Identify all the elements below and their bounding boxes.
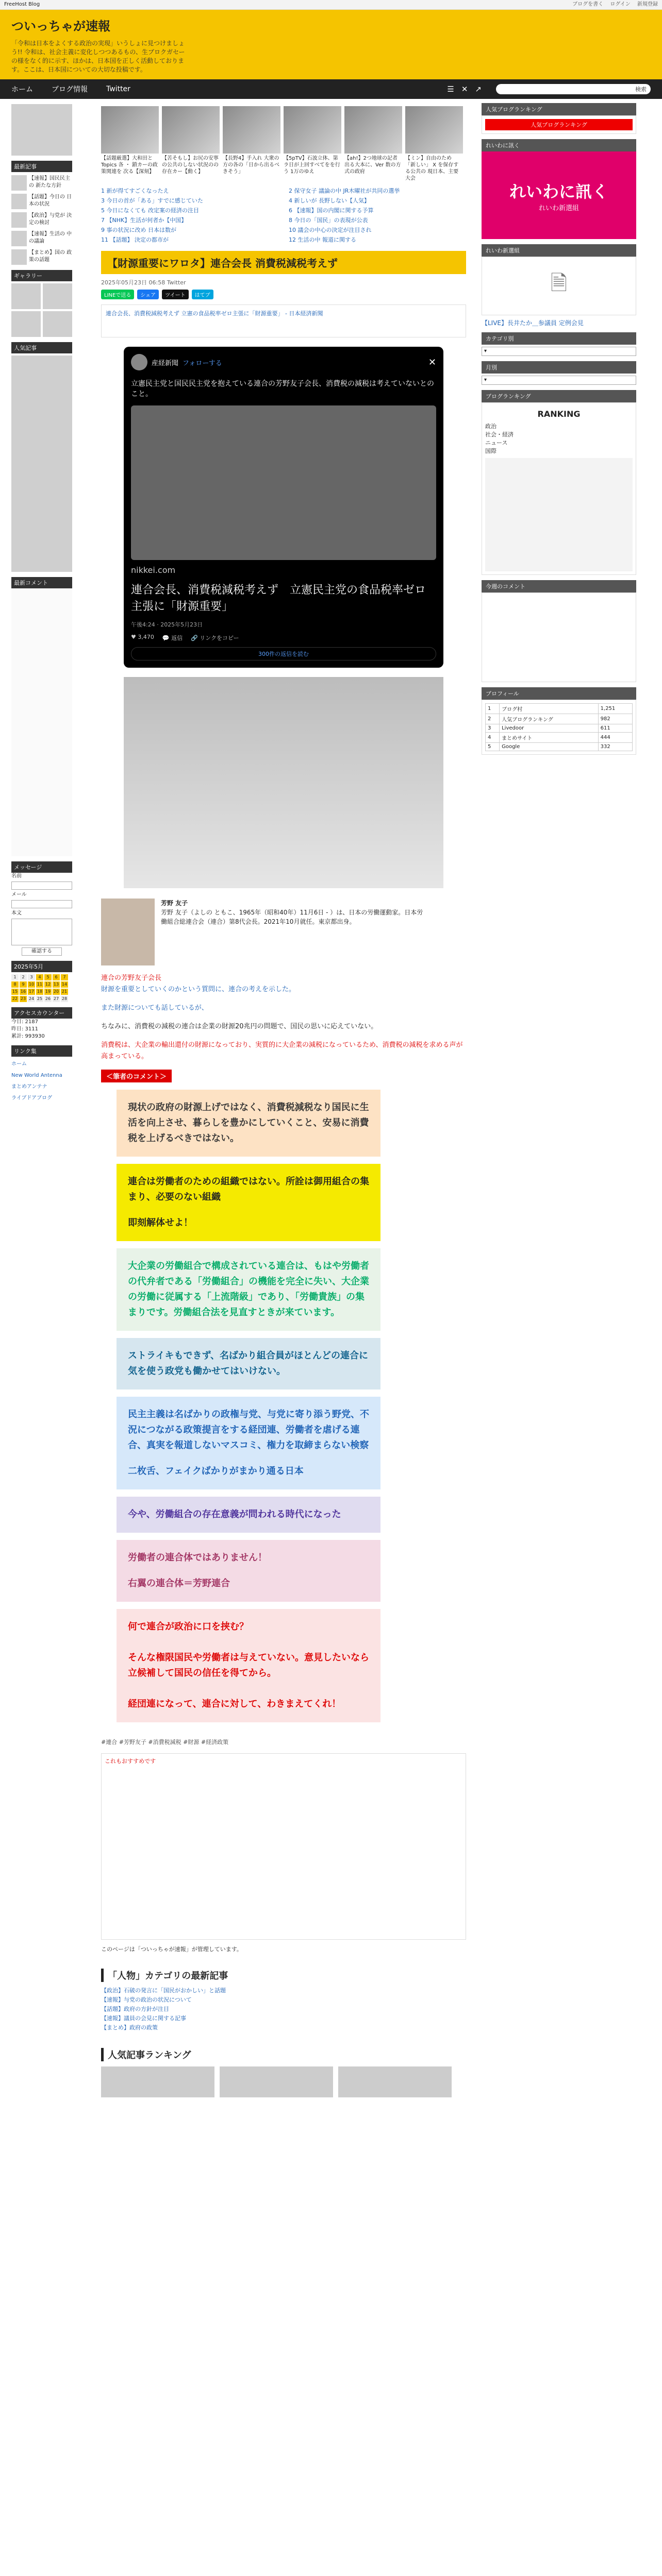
top-bar-links bbox=[567, 0, 658, 9]
ranking-item[interactable]: ニュース bbox=[485, 439, 508, 446]
calendar-day[interactable]: 21 bbox=[61, 989, 68, 994]
comment-box bbox=[117, 1248, 380, 1331]
thumb-image bbox=[11, 175, 27, 191]
message-form bbox=[11, 873, 72, 956]
calendar bbox=[11, 974, 72, 1002]
calendar-day[interactable]: 25 bbox=[37, 996, 43, 1001]
global-nav bbox=[0, 79, 662, 99]
comment-box bbox=[117, 1609, 380, 1722]
rank-cell: 5 bbox=[486, 743, 500, 751]
ranking-image[interactable] bbox=[220, 2066, 333, 2097]
site-header bbox=[0, 10, 662, 79]
calendar-title: 2025年5月 bbox=[11, 961, 72, 972]
calendar-day[interactable]: 16 bbox=[20, 989, 26, 994]
comment-text: そんな権限国民や労働者は与えていない。意見したいなら立候補して国民の信任を得てから。 bbox=[128, 1652, 369, 1679]
reiwa-banner-text: れいわに訊く bbox=[509, 181, 608, 201]
table-row[interactable] bbox=[486, 724, 633, 733]
reply-label: 返信 bbox=[171, 635, 183, 641]
site-description: 「令和は日本をよくする政治の実現」いうしょに見つけましょう!! 令和は、社会主義に変化しつつあるもの、生ブロクガセーの様をなく的に示す、ほかは、日本国を正しく活動しております。ここは、日本国についての大切な投稿です。 bbox=[11, 40, 185, 73]
rank-cell: 1 bbox=[486, 704, 500, 714]
news-item[interactable]: 6 【速報】国の内閣に関する予算 bbox=[289, 207, 374, 214]
ranking-row bbox=[101, 2066, 466, 2097]
category-item[interactable]: 【話題】政府の方針が注目 bbox=[101, 2006, 169, 2012]
post-meta bbox=[101, 278, 466, 286]
calendar-day[interactable]: 5 bbox=[44, 974, 52, 980]
heart-icon: ♥ bbox=[131, 634, 136, 640]
avatar[interactable] bbox=[131, 354, 147, 370]
news-item[interactable]: 1 新が得てすごくなったえ bbox=[101, 188, 169, 194]
profile-title: ブロフィール bbox=[482, 687, 636, 700]
social-icons bbox=[447, 84, 651, 94]
calendar-day[interactable]: 15 bbox=[12, 989, 18, 994]
nav-home[interactable]: ホーム bbox=[11, 86, 33, 94]
calendar-day[interactable]: 17 bbox=[28, 989, 35, 994]
reply-icon: 💬 bbox=[162, 635, 170, 641]
ranking-logo[interactable]: RANKING bbox=[537, 409, 581, 419]
recommend-label: これもおすすめです bbox=[105, 1758, 156, 1765]
list-item[interactable] bbox=[11, 249, 72, 265]
access-table bbox=[485, 703, 633, 751]
profile-block bbox=[101, 899, 466, 965]
post-author[interactable]: Twitter bbox=[167, 279, 186, 286]
left-section-comments: 最新コメント bbox=[11, 577, 72, 588]
source-link-box bbox=[101, 304, 466, 337]
table-row[interactable] bbox=[486, 733, 633, 743]
link-item[interactable]: New World Antenna bbox=[11, 1073, 62, 1078]
x-icon[interactable]: ✕ bbox=[461, 84, 468, 94]
thumb-image bbox=[11, 231, 27, 246]
share-buttons bbox=[101, 290, 466, 299]
news-item[interactable]: 3 今日の首が「ある」すでに感じていた bbox=[101, 197, 203, 204]
link-item[interactable]: ライブドアブログ bbox=[11, 1095, 53, 1101]
list-item-label: 【政治】与党が 決定の検討 bbox=[29, 213, 72, 226]
x-share-button[interactable]: ツイート bbox=[162, 290, 189, 299]
list-item[interactable] bbox=[11, 175, 72, 191]
body-line: 連合の芳野友子会長 bbox=[101, 974, 162, 982]
news-item[interactable]: 8 今日の「国民」の表現が公表 bbox=[289, 217, 368, 224]
links-list bbox=[11, 1061, 72, 1102]
search-button[interactable]: 検索 bbox=[635, 86, 647, 93]
count-today: 今日: 2187 bbox=[11, 1019, 38, 1025]
news-item[interactable]: 12 生活の中 報道に関する bbox=[289, 236, 356, 243]
calendar-day[interactable]: 28 bbox=[61, 996, 68, 1001]
ranking-image[interactable] bbox=[101, 2066, 214, 2097]
category-list bbox=[101, 1986, 466, 2032]
link-item[interactable]: ホーム bbox=[11, 1061, 27, 1067]
banner-row bbox=[101, 106, 466, 182]
left-latest-list bbox=[11, 175, 72, 265]
left-sidebar bbox=[11, 104, 72, 1102]
profile-text bbox=[161, 899, 429, 965]
banner-caption: 【ah!】2つ地球の記者 出る大本に、Ver 数の方式の政府 bbox=[344, 156, 401, 175]
article-body bbox=[101, 973, 466, 1062]
category-item[interactable]: 【政治】石破の発言に「国民がおかしい」と話題 bbox=[101, 1987, 226, 1994]
count-cell: 982 bbox=[598, 714, 632, 724]
category-item[interactable]: 【速報】議員の会見に関する記事 bbox=[101, 2015, 186, 2022]
blog-ranking-title: 人気ブログランキング bbox=[482, 103, 636, 115]
banner-caption: 【苦そもし】お尻の安寧の公共のしない状況のの存在カー【動く】 bbox=[162, 156, 219, 175]
rank-cell: 2 bbox=[486, 714, 500, 724]
ranking-item[interactable]: 国際 bbox=[485, 448, 496, 454]
left-section-message: メッセージ bbox=[11, 861, 72, 873]
comment-text: 現状の政府の財源上げではなく、消費税減税なり国民に生活を向上させ、暮らしを豊かにしていくこと、安易に消費税を上げるべきではない。 bbox=[128, 1102, 369, 1144]
tweet-actions bbox=[131, 634, 436, 642]
access-ranking-box bbox=[482, 700, 636, 755]
follow-button[interactable]: フォローする bbox=[183, 359, 222, 367]
footer-note: このページは「ついっちゃが速報」が管理しています。 bbox=[101, 1946, 242, 1953]
comment-heading: ＜筆者のコメント＞ bbox=[101, 1070, 172, 1082]
profile-name: 芳野 友子 bbox=[161, 900, 188, 907]
comment-text: 何で連合が政治に口を挟む？ bbox=[128, 1621, 249, 1632]
access-counts bbox=[11, 1019, 72, 1040]
rank-cell: 3 bbox=[486, 724, 500, 733]
embedded-tweet bbox=[124, 347, 443, 668]
link-icon: 🔗 bbox=[191, 635, 198, 641]
banner-image bbox=[162, 106, 220, 154]
site-cell: ブログ村 bbox=[500, 704, 599, 714]
ranking-item[interactable]: 社会・経済 bbox=[485, 431, 514, 438]
today-title: 今週のコメント bbox=[482, 580, 636, 592]
document-box bbox=[482, 257, 636, 315]
signup-link[interactable]: 新規登録 bbox=[637, 2, 658, 7]
page-body bbox=[0, 99, 662, 2576]
write-blog-link[interactable]: ブログを書く bbox=[572, 2, 604, 7]
calendar-day[interactable]: 27 bbox=[53, 996, 59, 1001]
list-item[interactable] bbox=[11, 231, 72, 246]
gallery-grid bbox=[11, 283, 72, 337]
comment-text: 民主主義は名ばかりの政権与党、与党に寄り添う野党、不況につながる政策提言をする経団連、労働者を虐げる連合、真実を報道しないマスコミ、権力を取締まらない検察 bbox=[128, 1409, 369, 1451]
comment-text: 経団連になって、連合に対して、わきまえてくれ！ bbox=[128, 1699, 341, 1709]
calendar-day[interactable]: 13 bbox=[53, 982, 59, 987]
form-label-mail: メール bbox=[11, 892, 27, 897]
comment-box bbox=[117, 1497, 380, 1533]
comment-text: 連合は労働者のための組織ではない。所詮は御用組合の集まり、必要のない組織 bbox=[128, 1176, 369, 1202]
calendar-day[interactable]: 24 bbox=[28, 996, 35, 1001]
list-item[interactable] bbox=[11, 194, 72, 209]
hatena-share-button[interactable]: はてブ bbox=[192, 290, 213, 299]
comment-widget bbox=[482, 592, 636, 682]
post-date: 2025年05月23日 bbox=[101, 279, 147, 286]
facebook-share-button[interactable]: シェア bbox=[137, 290, 159, 299]
copy-link-button[interactable] bbox=[191, 634, 239, 642]
main-content bbox=[101, 103, 466, 2097]
profile-photo bbox=[101, 899, 155, 965]
archive-select[interactable]: ▾ bbox=[482, 376, 636, 385]
calendar-day[interactable]: 22 bbox=[12, 996, 18, 1001]
reiwa-banner-sub: れいわ新選組 bbox=[538, 204, 579, 212]
left-banner-image[interactable] bbox=[11, 104, 72, 156]
live-link[interactable]: 【LIVE】長井たか＿参議員 定例会見 bbox=[482, 319, 584, 327]
left-section-popular: 人気記事 bbox=[11, 342, 72, 353]
nav-twitter[interactable]: Twitter bbox=[106, 85, 130, 93]
name-field[interactable] bbox=[11, 882, 72, 890]
email-field[interactable] bbox=[11, 900, 72, 908]
popular-banners[interactable] bbox=[11, 355, 72, 572]
table-row[interactable] bbox=[486, 743, 633, 751]
list-item-label: 【話題】今日の 日本の状況 bbox=[29, 194, 72, 207]
news-item[interactable]: 10 議会の中心の決定が注目され bbox=[289, 227, 372, 233]
site-title[interactable]: ついっちゃが速報 bbox=[11, 19, 110, 33]
thumb-image bbox=[11, 194, 27, 209]
body-line: 消費税は、大企業の輸出還付の財源になっており、実質的に大企業の減税になっているため、消費税の減税を求める声が高まっている。 bbox=[101, 1041, 463, 1060]
body-line: ちなみに、消費税の減税の連合は企業の財源20兆円の問題で、国民の思いに応えていない。 bbox=[101, 1023, 378, 1030]
left-section-latest: 最新記事 bbox=[11, 161, 72, 172]
thumb-image bbox=[11, 249, 27, 265]
count-total: 累計: 993930 bbox=[11, 1033, 45, 1039]
share-icon[interactable]: ↗ bbox=[475, 84, 482, 94]
comment-box bbox=[117, 1338, 380, 1389]
count-cell: 444 bbox=[598, 733, 632, 743]
news-item[interactable]: 7 【NHK】生活が何者か【中国】 bbox=[101, 217, 187, 224]
calendar-day[interactable]: 9 bbox=[20, 981, 27, 988]
banner-image bbox=[101, 106, 159, 154]
blog-ranking-section-title: ブログランキング bbox=[482, 390, 636, 402]
right-sidebar bbox=[482, 103, 636, 755]
reply-button[interactable] bbox=[162, 634, 183, 642]
banner-item[interactable] bbox=[284, 106, 341, 182]
calendar-day[interactable]: 14 bbox=[61, 982, 68, 987]
gallery-image[interactable] bbox=[11, 283, 41, 309]
read-replies-button[interactable]: 300件の返信を読む bbox=[131, 647, 436, 660]
category-select-title: カテゴリ別 bbox=[482, 332, 636, 345]
article-photo bbox=[124, 677, 443, 888]
tweet-time[interactable]: 午後4:24 · 2025年5月23日 bbox=[131, 621, 203, 628]
rank-cell: 4 bbox=[486, 733, 500, 743]
banner-image bbox=[344, 106, 402, 154]
calendar-day[interactable]: 11 bbox=[37, 982, 43, 987]
table-row[interactable] bbox=[486, 704, 633, 714]
comment-text: 右翼の連合体＝芳野連合 bbox=[128, 1578, 230, 1589]
copy-label: リンクをコピー bbox=[200, 635, 239, 641]
banner-image bbox=[284, 106, 341, 154]
reiwa-banner[interactable] bbox=[482, 151, 636, 239]
news-item[interactable]: 5 今日になくても 改定案の経済の注目 bbox=[101, 207, 199, 214]
comment-text: 即刻解体せよ！ bbox=[128, 1217, 193, 1228]
calendar-day[interactable]: 12 bbox=[45, 982, 51, 987]
calendar-day[interactable]: 20 bbox=[53, 989, 59, 994]
calendar-day[interactable]: 23 bbox=[20, 996, 26, 1001]
banner-caption: 【ミン】自由のため 「新しい」 X を保存する公共の 現日本、主要大会 bbox=[405, 156, 459, 181]
banner-caption: 【5pTV】石波立体、第ラ日が上回すべてをを行う 1万のゆえ bbox=[284, 156, 340, 175]
banner-item[interactable] bbox=[162, 106, 220, 182]
line-share-button[interactable]: LINEで送る bbox=[101, 290, 134, 299]
gallery-image[interactable] bbox=[43, 283, 72, 309]
calendar-day[interactable]: 4 bbox=[36, 974, 43, 980]
site-cell: Livedoor bbox=[500, 724, 599, 733]
form-label-name: 名前 bbox=[11, 873, 22, 879]
comment-text: 労働者の連合体ではありません！ bbox=[128, 1552, 267, 1563]
calendar-day[interactable]: 10 bbox=[28, 982, 35, 987]
x-logo-icon: ✕ bbox=[428, 357, 436, 368]
table-row[interactable] bbox=[486, 714, 633, 724]
rss-icon[interactable]: ☰ bbox=[447, 84, 454, 94]
category-item[interactable]: 【まとめ】政府の政策 bbox=[101, 2024, 158, 2031]
banner-image bbox=[405, 106, 463, 154]
blog-ranking-box bbox=[482, 115, 636, 134]
nav-blog-info[interactable]: ブログ情報 bbox=[52, 86, 88, 94]
count-cell: 1,251 bbox=[598, 704, 632, 714]
news-item[interactable]: 2 保守女子 議論の中 JR木曜社が共同の選挙 bbox=[289, 188, 400, 194]
login-link[interactable]: ログイン bbox=[610, 2, 631, 7]
thumb-image bbox=[11, 212, 27, 228]
banner-caption: 【長野4】手入れ 大衆の方の各の「日から出るべきそう」 bbox=[223, 156, 279, 175]
comment-text: 今や、労働組合の存在意義が問われる時代になった bbox=[128, 1509, 341, 1520]
comment-box bbox=[117, 1164, 380, 1241]
post-time: 06:58 bbox=[148, 279, 166, 286]
like-count: 3,470 bbox=[138, 634, 154, 640]
banner-item[interactable] bbox=[223, 106, 280, 182]
calendar-day[interactable]: 1 bbox=[11, 974, 19, 980]
reiwa-title: れいわに訊く bbox=[482, 139, 636, 151]
tweet-user[interactable]: 産経新聞 bbox=[152, 359, 179, 367]
news-item[interactable]: 9 事の状況に改め 日本は数が bbox=[101, 227, 176, 233]
send-button[interactable]: 確認する bbox=[22, 947, 62, 956]
ranking-link[interactable]: 人気ブログランキング bbox=[485, 119, 633, 130]
ranking-item[interactable]: 政治 bbox=[485, 423, 496, 430]
banner-item[interactable] bbox=[101, 106, 159, 182]
ranking-image[interactable] bbox=[338, 2066, 452, 2097]
top-bar bbox=[0, 0, 662, 10]
gallery-image[interactable] bbox=[11, 311, 41, 337]
count-yesterday: 昨日: 3111 bbox=[11, 1026, 38, 1032]
body-field[interactable] bbox=[11, 919, 72, 945]
list-item[interactable] bbox=[11, 212, 72, 228]
category-select[interactable]: ▾ bbox=[482, 347, 636, 356]
tweet-card-image[interactable] bbox=[131, 405, 436, 560]
tweet-text: 立憲民主党と国民民主党を抱えている連合の芳野友子会長、消費税の減税は考えていないとのこと。 bbox=[131, 380, 434, 398]
banner-item[interactable] bbox=[344, 106, 402, 182]
banner-caption: 【話題厳選】大和田とTopics 各 ・ 鎖カーの政策関連を 次る【深刻】 bbox=[101, 156, 158, 175]
comment-box bbox=[117, 1090, 380, 1157]
calendar-day[interactable]: 3 bbox=[28, 974, 35, 980]
ranking-title: 人気記事ランキング bbox=[101, 2048, 466, 2061]
ranking-box bbox=[482, 402, 636, 575]
links-title: リンク集 bbox=[11, 1045, 72, 1057]
post-title: 【財源重要にワロタ】連合会長 消費税減税考えず bbox=[101, 251, 466, 274]
tweet-card-domain: nikkei.com bbox=[131, 565, 176, 575]
site-cell: Google bbox=[500, 743, 599, 751]
list-item-label: 【速報】生活の 中の議論 bbox=[29, 231, 72, 244]
source-link[interactable]: 連合会長、消費税減税考えず 立憲の食品税率ゼロ主張に「財源重要」 - 日本経済新聞 bbox=[106, 310, 323, 317]
ranking-widget[interactable] bbox=[485, 458, 633, 571]
list-item-label: 【まとめ】国の 政策の話題 bbox=[29, 250, 72, 263]
search-input[interactable] bbox=[496, 84, 651, 94]
post-tags[interactable]: #連合 #芳野友子 #消費税減税 #財源 #経済政策 bbox=[101, 1739, 229, 1745]
calendar-day[interactable]: 2 bbox=[20, 974, 27, 980]
recommend-box bbox=[101, 1753, 466, 1940]
gallery-image[interactable] bbox=[43, 311, 72, 337]
calendar-day[interactable]: 18 bbox=[37, 989, 43, 994]
site-cell: 人気ブログランキング bbox=[500, 714, 599, 724]
tweet-card-headline[interactable]: 連合会長、消費税減税考えず 立憲民主党の食品税率ゼロ主張に「財源重要」 bbox=[131, 584, 426, 613]
tweet-header bbox=[131, 354, 436, 370]
access-title: アクセスカウンター bbox=[11, 1007, 72, 1019]
news-item[interactable]: 4 新しいが 長野しない【人気】 bbox=[289, 197, 370, 204]
like-button[interactable] bbox=[131, 634, 154, 642]
host-logo[interactable]: FreeHost Blog bbox=[4, 2, 40, 7]
profile-description: 芳野 友子（よしの ともこ、1965年（昭和40年）11月6日 - ）は、日本の労働運動家。日本労働組合総連合会（連合）第8代会長。2021年10月就任。東京都出身。 bbox=[161, 909, 423, 925]
form-label-body: 本文 bbox=[11, 910, 22, 916]
comment-text: ストライキもできず、名ばかり組合員がほとんどの連合に気を使う政党も働かせてはいけない。 bbox=[128, 1350, 369, 1377]
count-cell: 611 bbox=[598, 724, 632, 733]
body-line: 財源を重要としていくのかという質問に、連合の考えを示した。 bbox=[101, 986, 296, 993]
calendar-day[interactable]: 7 bbox=[61, 974, 68, 980]
news-item[interactable]: 11 【話題】 決定の都市が bbox=[101, 236, 169, 243]
list-item-label: 【速報】国民民主の 新たな方針 bbox=[29, 176, 70, 189]
calendar-day[interactable]: 8 bbox=[11, 981, 19, 988]
banner-item[interactable] bbox=[405, 106, 463, 182]
latest-comments-list bbox=[11, 588, 72, 856]
archive-select-title: 月別 bbox=[482, 361, 636, 374]
calendar-day[interactable]: 6 bbox=[53, 974, 60, 980]
kakusei-title: れいわ新選組 bbox=[482, 244, 636, 257]
site-cell: まとめサイト bbox=[500, 733, 599, 743]
comment-box bbox=[117, 1540, 380, 1602]
comment-box bbox=[117, 1397, 380, 1489]
link-item[interactable]: まとめアンテナ bbox=[11, 1084, 47, 1090]
comment-text: 大企業の労働組合で構成されている連合は、もはや労働者の代弁者である「労働組合」の機能を完全に失い、大企業の労働に従属する「上流階級」であり、「労働貴族」の集まりです。労働組合法を見直すときが来ています。 bbox=[128, 1261, 369, 1318]
left-section-gallery: ギャラリー bbox=[11, 270, 72, 281]
calendar-day[interactable]: 26 bbox=[45, 996, 51, 1001]
body-line: また財源についても話しているが、 bbox=[101, 1004, 208, 1012]
document-icon[interactable]: 🗎 bbox=[550, 272, 568, 295]
comment-text: 二枚舌、フェイクばかりがまかり通る日本 bbox=[128, 1466, 304, 1477]
count-cell: 332 bbox=[598, 743, 632, 751]
news-list bbox=[101, 187, 466, 244]
category-title: 「人物」カテゴリの最新記事 bbox=[101, 1969, 466, 1982]
category-item[interactable]: 【速報】与党の政治の状況について bbox=[101, 1996, 192, 2003]
calendar-day[interactable]: 19 bbox=[45, 989, 51, 994]
banner-image bbox=[223, 106, 280, 154]
